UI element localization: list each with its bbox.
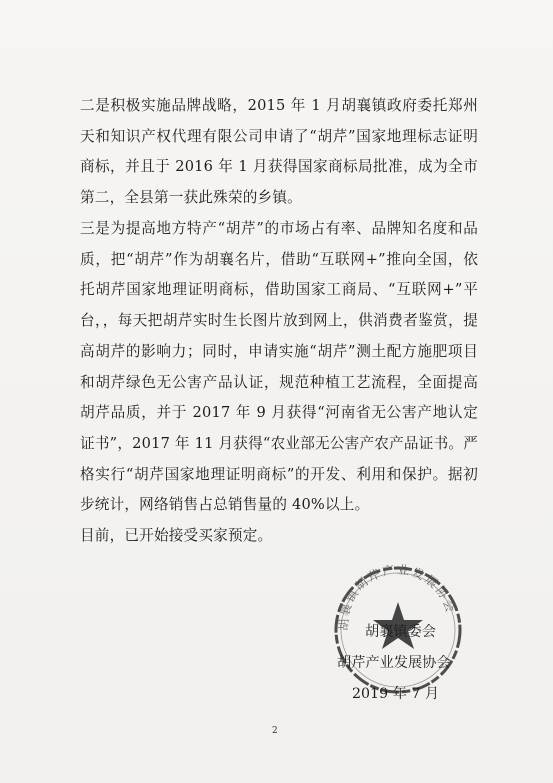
paragraph-brand-strategy: 二是积极实施品牌战略，2015 年 1 月胡襄镇政府委托郑州天和知识产权代理有限公司申请了“胡芹”国家地理标志证明商标，并且于 2016 年 1 月获得国家商标局批准，成为全市第二，全县第一获此殊荣的乡镇。	[80, 97, 478, 207]
svg-text:胡襄镇胡芹产业发展协会: 胡襄镇胡芹产业发展协会	[336, 562, 459, 631]
signature-date: 2019 年 7 月	[352, 686, 440, 702]
paragraph-market-promotion-body: 三是为提高地方特产“胡芹”的市场占有率、品牌知名度和品质，把“胡芹”作为胡襄名片，借助“互联网+”推向全国，依托胡芹国家地理证明商标，借助国家工商局、“互联网+”平台，，每天把胡芹实时生长图片放到网上，供消费者鉴赏，提高胡芹的影响力；同时，申请实施“胡芹”测土配方施肥项目和胡芹绿色无公害产品认证，规范种植工艺流程，全面提高胡芹品质，并于 2017 年 9 月获得“河南省无公害产地认定证书”，2017 年 11 月获得“农业部无公害产农产品证书。严格实行“胡芹国家地理证明商标”的开发、利用和保护。据初步统计，网络销售占总销售量的 40%以上。	[80, 220, 478, 514]
paragraph-market-promotion-end: 目前，已开始接受买家预定。	[80, 527, 273, 545]
paragraph-market-promotion	[80, 214, 478, 552]
signature-organization-1: 胡襄镇委会	[365, 624, 436, 640]
page-number: 2	[272, 726, 278, 736]
signature-organization-2: 胡芹产业发展协会	[337, 655, 451, 671]
